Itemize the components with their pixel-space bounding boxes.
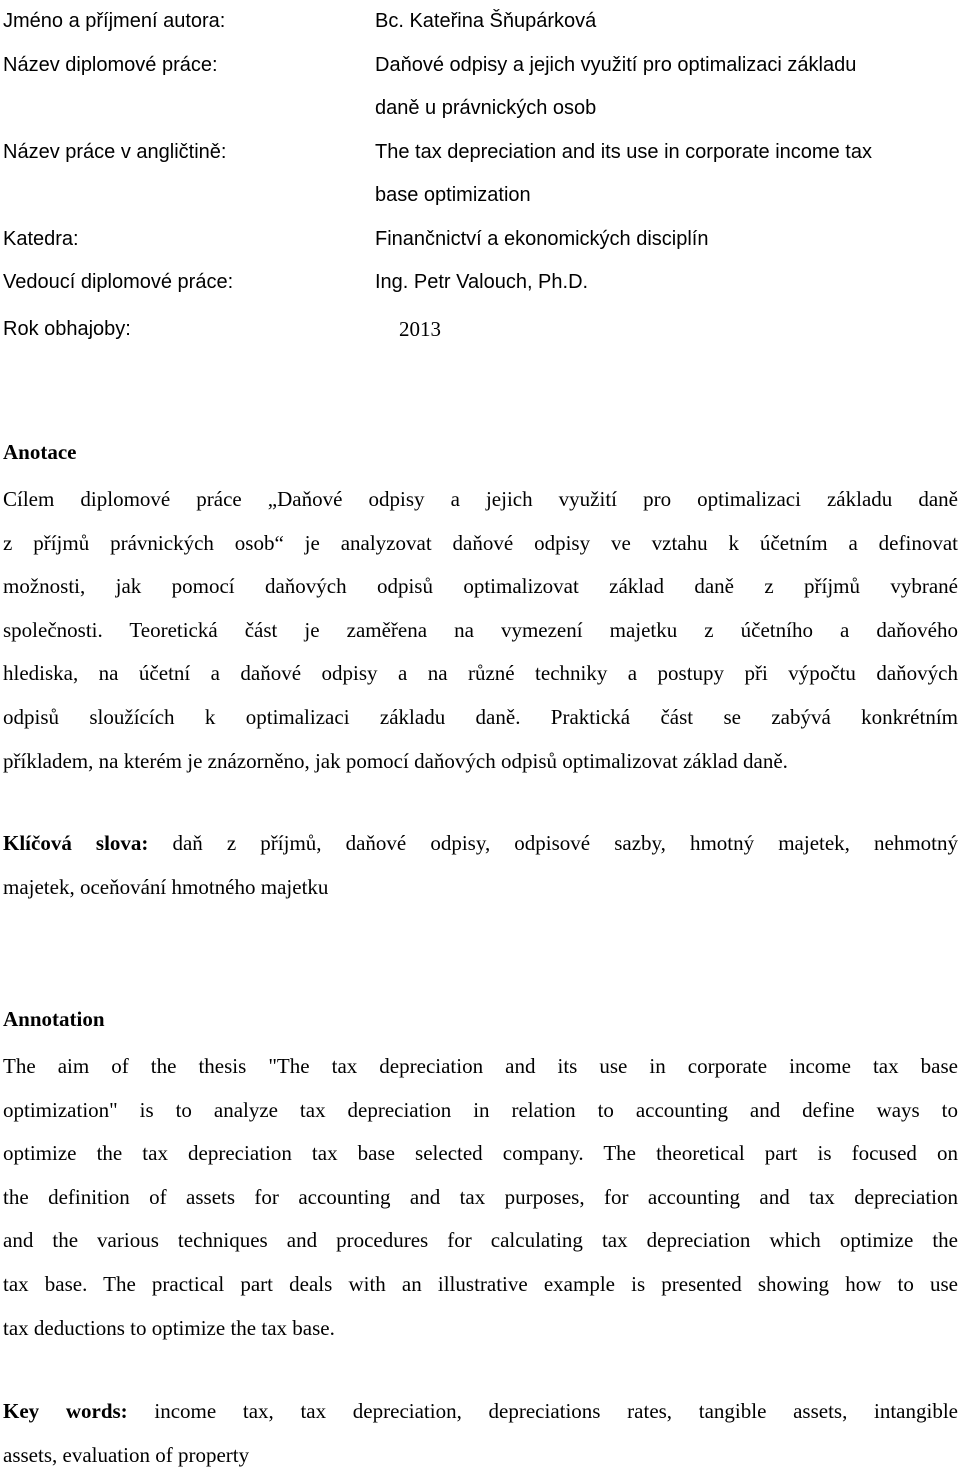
- anotace-line: Cílem diplomové práce „Daňové odpisy a jejich využití pro optimalizaci základu daně: [3, 487, 958, 511]
- annotation-paragraph: [3, 1045, 958, 1350]
- department-value: Finančnictví a ekonomických disciplín: [375, 227, 709, 250]
- anotace-keywords: [3, 822, 958, 909]
- annotation-line: optimize the tax depreciation tax base selected company. The theoretical part is focused on: [3, 1141, 958, 1166]
- defense-year-label: Rok obhajoby:: [3, 317, 131, 340]
- supervisor-label: Vedoucí diplomové práce:: [3, 271, 234, 293]
- defense-year-value: 2013: [399, 316, 441, 341]
- thesis-title-label: Název diplomové práce:: [3, 53, 218, 76]
- supervisor-row: [3, 261, 953, 305]
- anotace-section: [3, 437, 958, 783]
- annotation-line: the definition of assets for accounting and tax purposes, for accounting and tax depreciation: [3, 1184, 958, 1209]
- annotation-line: tax base. The practical part deals with an illustrative example is presented showing how to use: [3, 1271, 958, 1296]
- anotace-line: možnosti, jak pomocí daňových odpisů optimalizovat základ daně z příjmů vybrané: [3, 574, 958, 599]
- thesis-title-line: daně u právnických osob: [375, 97, 597, 119]
- english-title-line: base optimization: [375, 184, 531, 206]
- keywords-text: income tax, tax depreciation, depreciations rates, tangible assets, intangible: [154, 1399, 958, 1423]
- anotace-line: hlediska, na účetní a daňové odpisy a na různé techniky a postupy při výpočtu daňových: [3, 661, 958, 686]
- annotation-keywords-line: assets, evaluation of property: [3, 1442, 250, 1467]
- defense-year-row: [3, 308, 953, 352]
- annotation-keywords: [3, 1390, 958, 1477]
- author-label: Jméno a příjmení autora:: [3, 10, 226, 32]
- annotation-keywords-paragraph: [3, 1390, 958, 1477]
- author-value: Bc. Kateřina Šňupárková: [375, 10, 597, 32]
- thesis-metadata: [3, 0, 953, 351]
- annotation-line: tax deductions to optimize the tax base.: [3, 1315, 335, 1340]
- anotace-keywords-line: majetek, oceňování hmotného majetku: [3, 874, 329, 899]
- keywords-label: Klíčová slova:: [3, 831, 149, 855]
- department-row: [3, 218, 953, 262]
- annotation-keywords-line: [3, 1390, 958, 1434]
- anotace-heading: Anotace: [3, 440, 77, 464]
- thesis-title-row: [3, 44, 953, 131]
- thesis-title-line: Daňové odpisy a jejich využití pro optimalizaci základu: [375, 53, 857, 76]
- english-title-row: [3, 131, 953, 218]
- annotation-line: and the various techniques and procedures for calculating tax depreciation which optimize the: [3, 1228, 958, 1253]
- anotace-keywords-line: [3, 822, 958, 866]
- anotace-line: společnosti. Teoretická část je zaměřena na vymezení majetku z účetního a daňového: [3, 617, 958, 642]
- department-label: Katedra:: [3, 227, 79, 250]
- annotation-line: optimization" is to analyze tax depreciation in relation to accounting and define ways to: [3, 1097, 958, 1122]
- anotace-keywords-paragraph: [3, 822, 958, 909]
- english-title-line: The tax depreciation and its use in corporate income tax: [375, 140, 872, 163]
- annotation-heading: Annotation: [3, 1007, 105, 1031]
- keywords-text: daň z příjmů, daňové odpisy, odpisové sazby, hmotný majetek, nehmotný: [172, 831, 958, 855]
- keywords-label: Key words:: [3, 1399, 128, 1423]
- annotation-line: The aim of the thesis "The tax depreciation and its use in corporate income tax base: [3, 1054, 958, 1078]
- anotace-line: z příjmů právnických osob“ je analyzovat daňové odpisy ve vztahu k účetním a definovat: [3, 530, 958, 555]
- english-title-label: Název práce v angličtině:: [3, 140, 227, 163]
- anotace-line: odpisů sloužících k optimalizaci základu daně. Praktická část se zabývá konkrétním: [3, 704, 958, 729]
- anotace-line: příkladem, na kterém je znázorněno, jak pomocí daňových odpisů optimalizovat základ daně.: [3, 748, 788, 773]
- thesis-title-value: [375, 44, 953, 131]
- author-row: [3, 0, 953, 44]
- annotation-section: [3, 1004, 958, 1350]
- anotace-paragraph: [3, 478, 958, 783]
- supervisor-value: Ing. Petr Valouch, Ph.D.: [375, 271, 589, 293]
- english-title-value: [375, 131, 953, 218]
